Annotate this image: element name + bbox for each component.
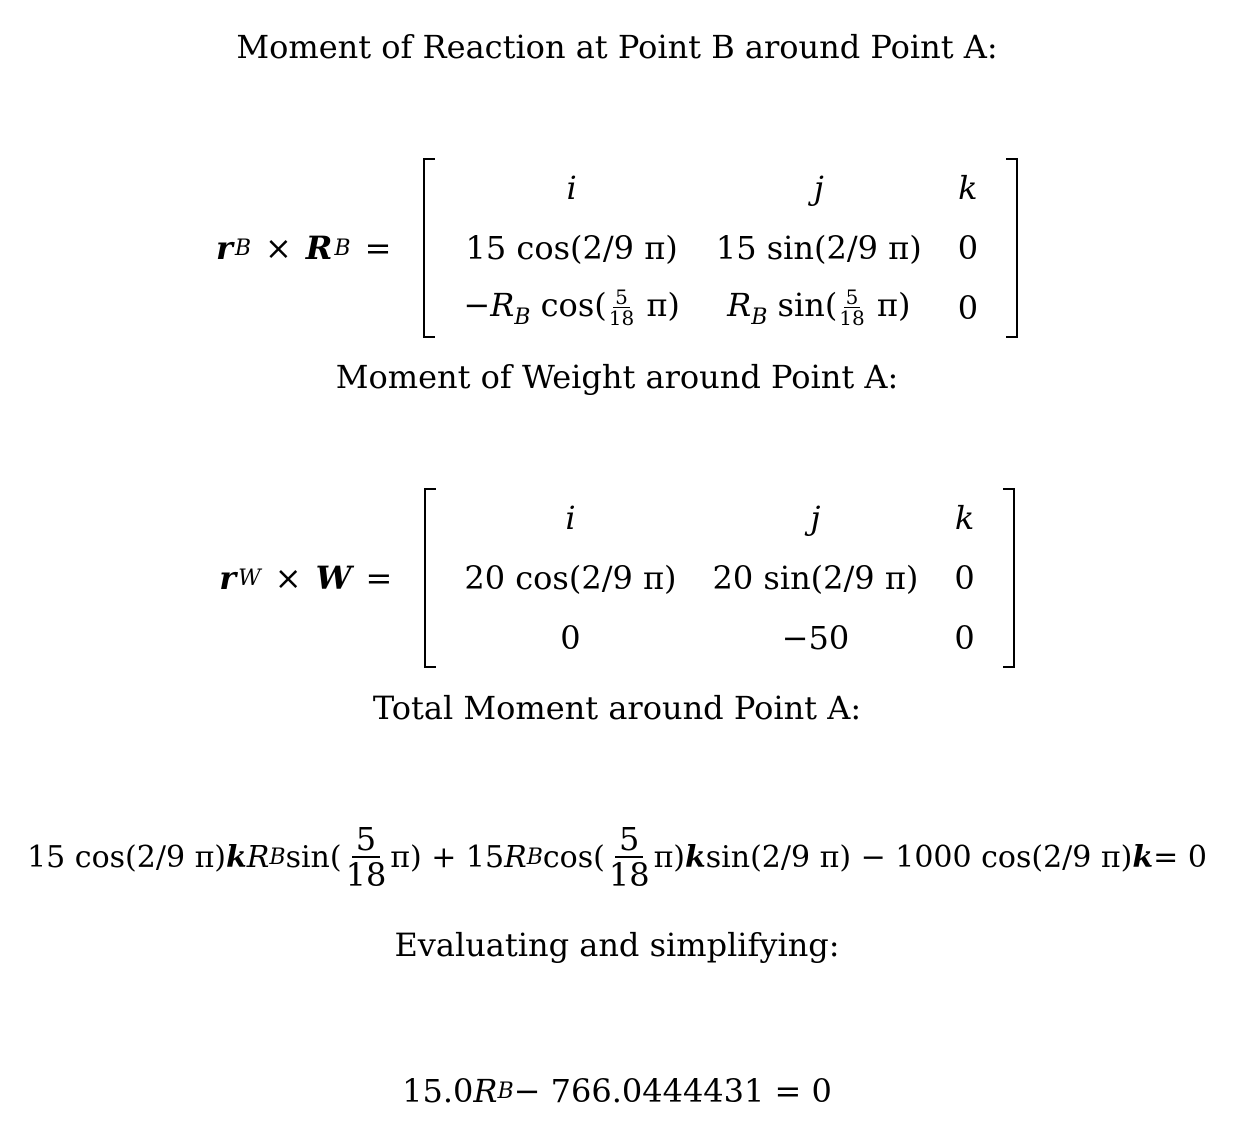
unit-vector-k: k: [226, 839, 247, 875]
fraction: $\frac{5}{18}$: [608, 285, 635, 330]
fraction: $\frac{5}{18}$: [345, 820, 387, 894]
matrix-cell: $R_B$ sin( $\frac{5}{18}$ π): [727, 285, 911, 330]
matrix-row: [446, 488, 992, 548]
heading-total-moment: Total Moment around Point A:: [372, 689, 862, 727]
equation-reaction-cross-product: [0, 158, 1234, 338]
matrix-cell: i: [565, 499, 576, 537]
times-operator: ×: [274, 559, 302, 597]
left-bracket: [423, 158, 435, 338]
fraction: $\frac{5}{18}$: [839, 285, 865, 330]
matrix-reaction: [423, 158, 1018, 338]
equation-simplified: 15.0 R B − 766.0444431 = 0: [402, 1072, 832, 1110]
equation-lhs: [216, 229, 405, 267]
matrix-cell: 20 sin(2/9 π): [712, 559, 919, 597]
matrix-cell: k: [958, 169, 978, 207]
equation-lhs: [219, 559, 406, 597]
matrix-cell: j: [810, 499, 821, 537]
subscript: B: [334, 235, 351, 261]
matrix-cell: −50: [781, 619, 850, 657]
right-bracket: [1003, 488, 1015, 668]
matrix-row: [446, 608, 992, 668]
matrix-cell: 15 cos(2/9 π): [465, 229, 678, 267]
subscript: B: [234, 235, 251, 261]
matrix-cell: 0: [957, 289, 979, 327]
matrix-row: [445, 158, 996, 218]
matrix-row: [446, 548, 992, 608]
matrix-cell: j: [813, 169, 824, 207]
times-operator: ×: [264, 229, 292, 267]
unit-vector-k: k: [684, 839, 706, 875]
matrix-cell: 15 sin(2/9 π): [715, 229, 922, 267]
equation-weight-cross-product: [0, 488, 1234, 668]
matrix-cell: 0: [560, 619, 581, 657]
equals-sign: =: [364, 229, 392, 267]
unit-vector-k: k: [1132, 839, 1154, 875]
vector-r: r: [215, 229, 233, 267]
matrix-cell: 0: [954, 559, 975, 597]
subscript: W: [238, 565, 261, 591]
vector-r: r: [219, 559, 237, 597]
heading-weight-moment: Moment of Weight around Point A:: [335, 358, 899, 396]
heading-reaction-moment: Moment of Reaction at Point B around Point A:: [236, 28, 998, 66]
matrix-cell: k: [954, 499, 975, 537]
right-bracket: [1006, 158, 1018, 338]
matrix-weight: [424, 488, 1014, 668]
matrix-cell: 0: [954, 619, 975, 657]
heading-evaluating: Evaluating and simplifying:: [394, 926, 840, 964]
fraction: $\frac{5}{18}$: [608, 820, 650, 894]
matrix-cell: $-R_B$ cos( $\frac{5}{18}$ π): [463, 285, 680, 330]
vector-W: W: [315, 559, 352, 597]
matrix-cell: 20 cos(2/9 π): [464, 559, 677, 597]
matrix-row: [445, 218, 996, 278]
matrix-row: [445, 278, 996, 338]
left-bracket: [424, 488, 436, 668]
vector-R: R: [305, 229, 333, 267]
matrix-cell: 0: [957, 229, 979, 267]
equals-sign: =: [365, 559, 393, 597]
equation-total-moment: 15 cos(2/9 π) k R B sin( $\frac{5}{18}$ π) + 15 R B cos( $\frac{5}{18}$ π) k sin(2/9 π) − 1000 cos(2/9 π) k = 0: [27, 820, 1207, 894]
matrix-cell: i: [566, 169, 577, 207]
